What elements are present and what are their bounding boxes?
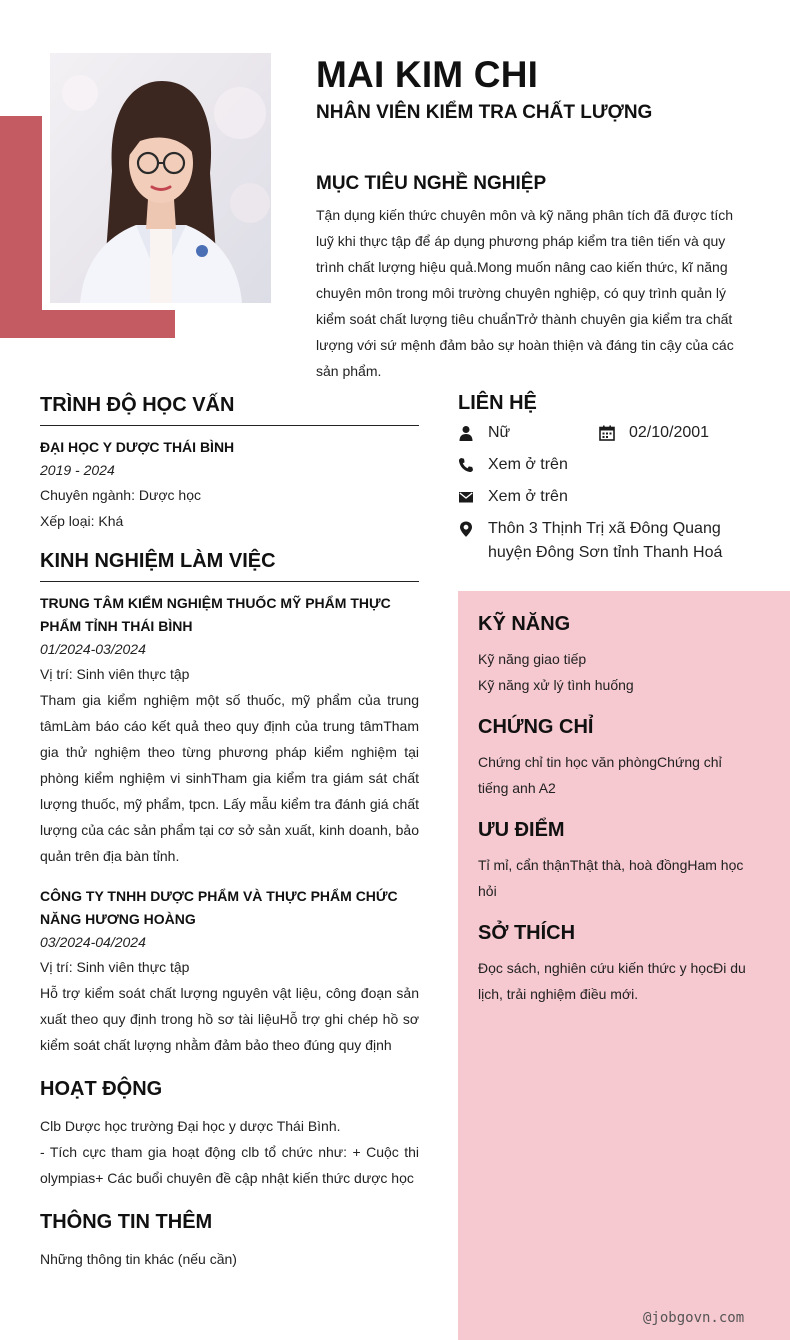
location-pin-icon <box>458 521 474 537</box>
candidate-name: MAI KIM CHI <box>316 54 539 95</box>
hobbies-heading: SỞ THÍCH <box>478 922 576 944</box>
left-column <box>40 394 419 1272</box>
contact-row-gender <box>458 421 758 447</box>
strengths-text: Tỉ mỉ, cẩn thậnThật thà, hoà đồngHam học hỏi <box>478 857 744 899</box>
strengths-heading: ƯU ĐIỂM <box>478 819 565 841</box>
job-title: NHÂN VIÊN KIỂM TRA CHẤT LƯỢNG <box>316 102 653 123</box>
experience-description: Hỗ trợ kiểm soát chất lượng nguyên vật liệu, công đoạn sản xuất theo quy định trong hồ sơ tài liệuHỗ trợ ghi chép hồ sơ kiểm soát chất lượng nhằm đảm bảo theo đúng quy định <box>40 985 419 1053</box>
activities-heading: HOẠT ĐỘNG <box>40 1078 163 1100</box>
strengths-section <box>478 819 750 904</box>
contact-dob: 02/10/2001 <box>629 424 710 441</box>
objective-heading: MỤC TIÊU NGHỀ NGHIỆP <box>316 173 547 194</box>
certificates-heading: CHỨNG CHỈ <box>478 716 594 738</box>
experience-description: Tham gia kiểm nghiệm một số thuốc, mỹ phẩm của trung tâmLàm báo cáo kết quả theo quy định của trung tâmTham gia thử nghiệm theo từng phương pháp kiểm nghiệm tại phòng kiểm nghiệm vi sinhTham gia kiểm tra giám sát chất lượng thuốc, mỹ phẩm, tpcn. Lấy mẫu kiểm tra đánh giá chất lượng của các sản phẩm tại cơ sở sản xuất, kinh doanh, bảo quản trên địa bàn tỉnh. <box>40 692 419 864</box>
contact-address: Thôn 3 Thịnh Trị xã Đông Quang huyện Đông Sơn tỉnh Thanh Hoá <box>488 520 723 561</box>
calendar-icon <box>599 425 615 441</box>
extra-info-heading: THÔNG TIN THÊM <box>40 1211 213 1233</box>
experience-period: 03/2024-04/2024 <box>40 934 146 950</box>
activities-line: - Tích cực tham gia hoạt động clb tổ chức như: + Cuộc thi olympias+ Các buổi chuyên đề cập nhật kiến thức dược học <box>40 1144 419 1186</box>
objective-text: Tận dụng kiến thức chuyên môn và kỹ năng phân tích đã được tích luỹ khi thực tập để áp dụng phương pháp kiểm tra tiên tiến và quy trình chất lượng hiệu quả.Mong muốn nâng cao kiến thức, kĩ năng chuyên môn trong môi trường chuyên nghiệp, có quy trình quản lý kiểm soát chất lượng tiêu chuẩnTrở thành chuyên gia kiểm tra chất lượng với sứ mệnh đảm bảo sự hoàn thiện và đáng tin cậy của các sản phẩm. <box>316 207 734 379</box>
watermark-text: @jobgovn.com <box>643 1310 745 1326</box>
contact-phone: Xem ở trên <box>488 456 568 473</box>
experience-period: 01/2024-03/2024 <box>40 641 146 657</box>
profile-photo <box>50 53 271 303</box>
experience-heading: KINH NGHIỆM LÀM VIỆC <box>40 550 276 572</box>
skills-heading: KỸ NĂNG <box>478 613 571 635</box>
hobbies-text: Đọc sách, nghiên cứu kiến thức y họcĐi du lịch, trải nghiệm điều mới. <box>478 960 746 1002</box>
certificates-text: Chứng chỉ tin học văn phòngChứng chỉ tiếng anh A2 <box>478 754 722 796</box>
certificates-section <box>478 716 750 801</box>
hobbies-section <box>478 922 750 1007</box>
contact-row-phone <box>458 453 758 479</box>
contact-row-email <box>458 485 758 511</box>
activities-line: Clb Dược học trường Đại học y dược Thái Bình. <box>40 1118 341 1134</box>
contact-row-address <box>458 517 758 565</box>
section-divider <box>40 581 419 582</box>
person-icon <box>458 425 474 441</box>
sidebar-panel <box>458 591 790 1340</box>
phone-icon <box>458 457 474 473</box>
mail-icon <box>458 489 474 505</box>
education-period: 2019 - 2024 <box>40 462 115 478</box>
experience-item <box>40 885 419 1058</box>
contact-row-dob <box>599 421 709 445</box>
contact-email: Xem ở trên <box>488 488 568 505</box>
education-major: Chuyên ngành: Dược học <box>40 487 201 503</box>
experience-org: CÔNG TY TNHH DƯỢC PHẨM VÀ THỰC PHẨM CHỨC NĂNG HƯƠNG HOÀNG <box>40 888 398 927</box>
education-school: ĐẠI HỌC Y DƯỢC THÁI BÌNH <box>40 439 235 455</box>
education-heading: TRÌNH ĐỘ HỌC VẤN <box>40 394 235 416</box>
contact-heading: LIÊN HỆ <box>458 392 537 414</box>
section-divider <box>40 425 419 426</box>
experience-position: Vị trí: Sinh viên thực tập <box>40 959 190 975</box>
skill-item: Kỹ năng giao tiếp <box>478 651 587 667</box>
education-section <box>40 394 419 534</box>
experience-org: TRUNG TÂM KIỂM NGHIỆM THUỐC MỸ PHẨM THỰC PHẨM TỈNH THÁI BÌNH <box>40 595 391 634</box>
extra-info-section <box>40 1211 419 1272</box>
accent-bar-vertical <box>0 116 42 338</box>
contact-section <box>458 392 758 565</box>
accent-bar-horizontal <box>0 310 175 338</box>
activities-section <box>40 1078 419 1191</box>
education-grade: Xếp loại: Khá <box>40 513 124 529</box>
experience-item <box>40 592 419 869</box>
skill-item: Kỹ năng xử lý tình huống <box>478 677 634 693</box>
experience-position: Vị trí: Sinh viên thực tập <box>40 666 190 682</box>
extra-info-text: Những thông tin khác (nếu cần) <box>40 1251 237 1267</box>
skills-section <box>478 613 750 698</box>
contact-gender: Nữ <box>488 424 511 441</box>
experience-section <box>40 550 419 1058</box>
